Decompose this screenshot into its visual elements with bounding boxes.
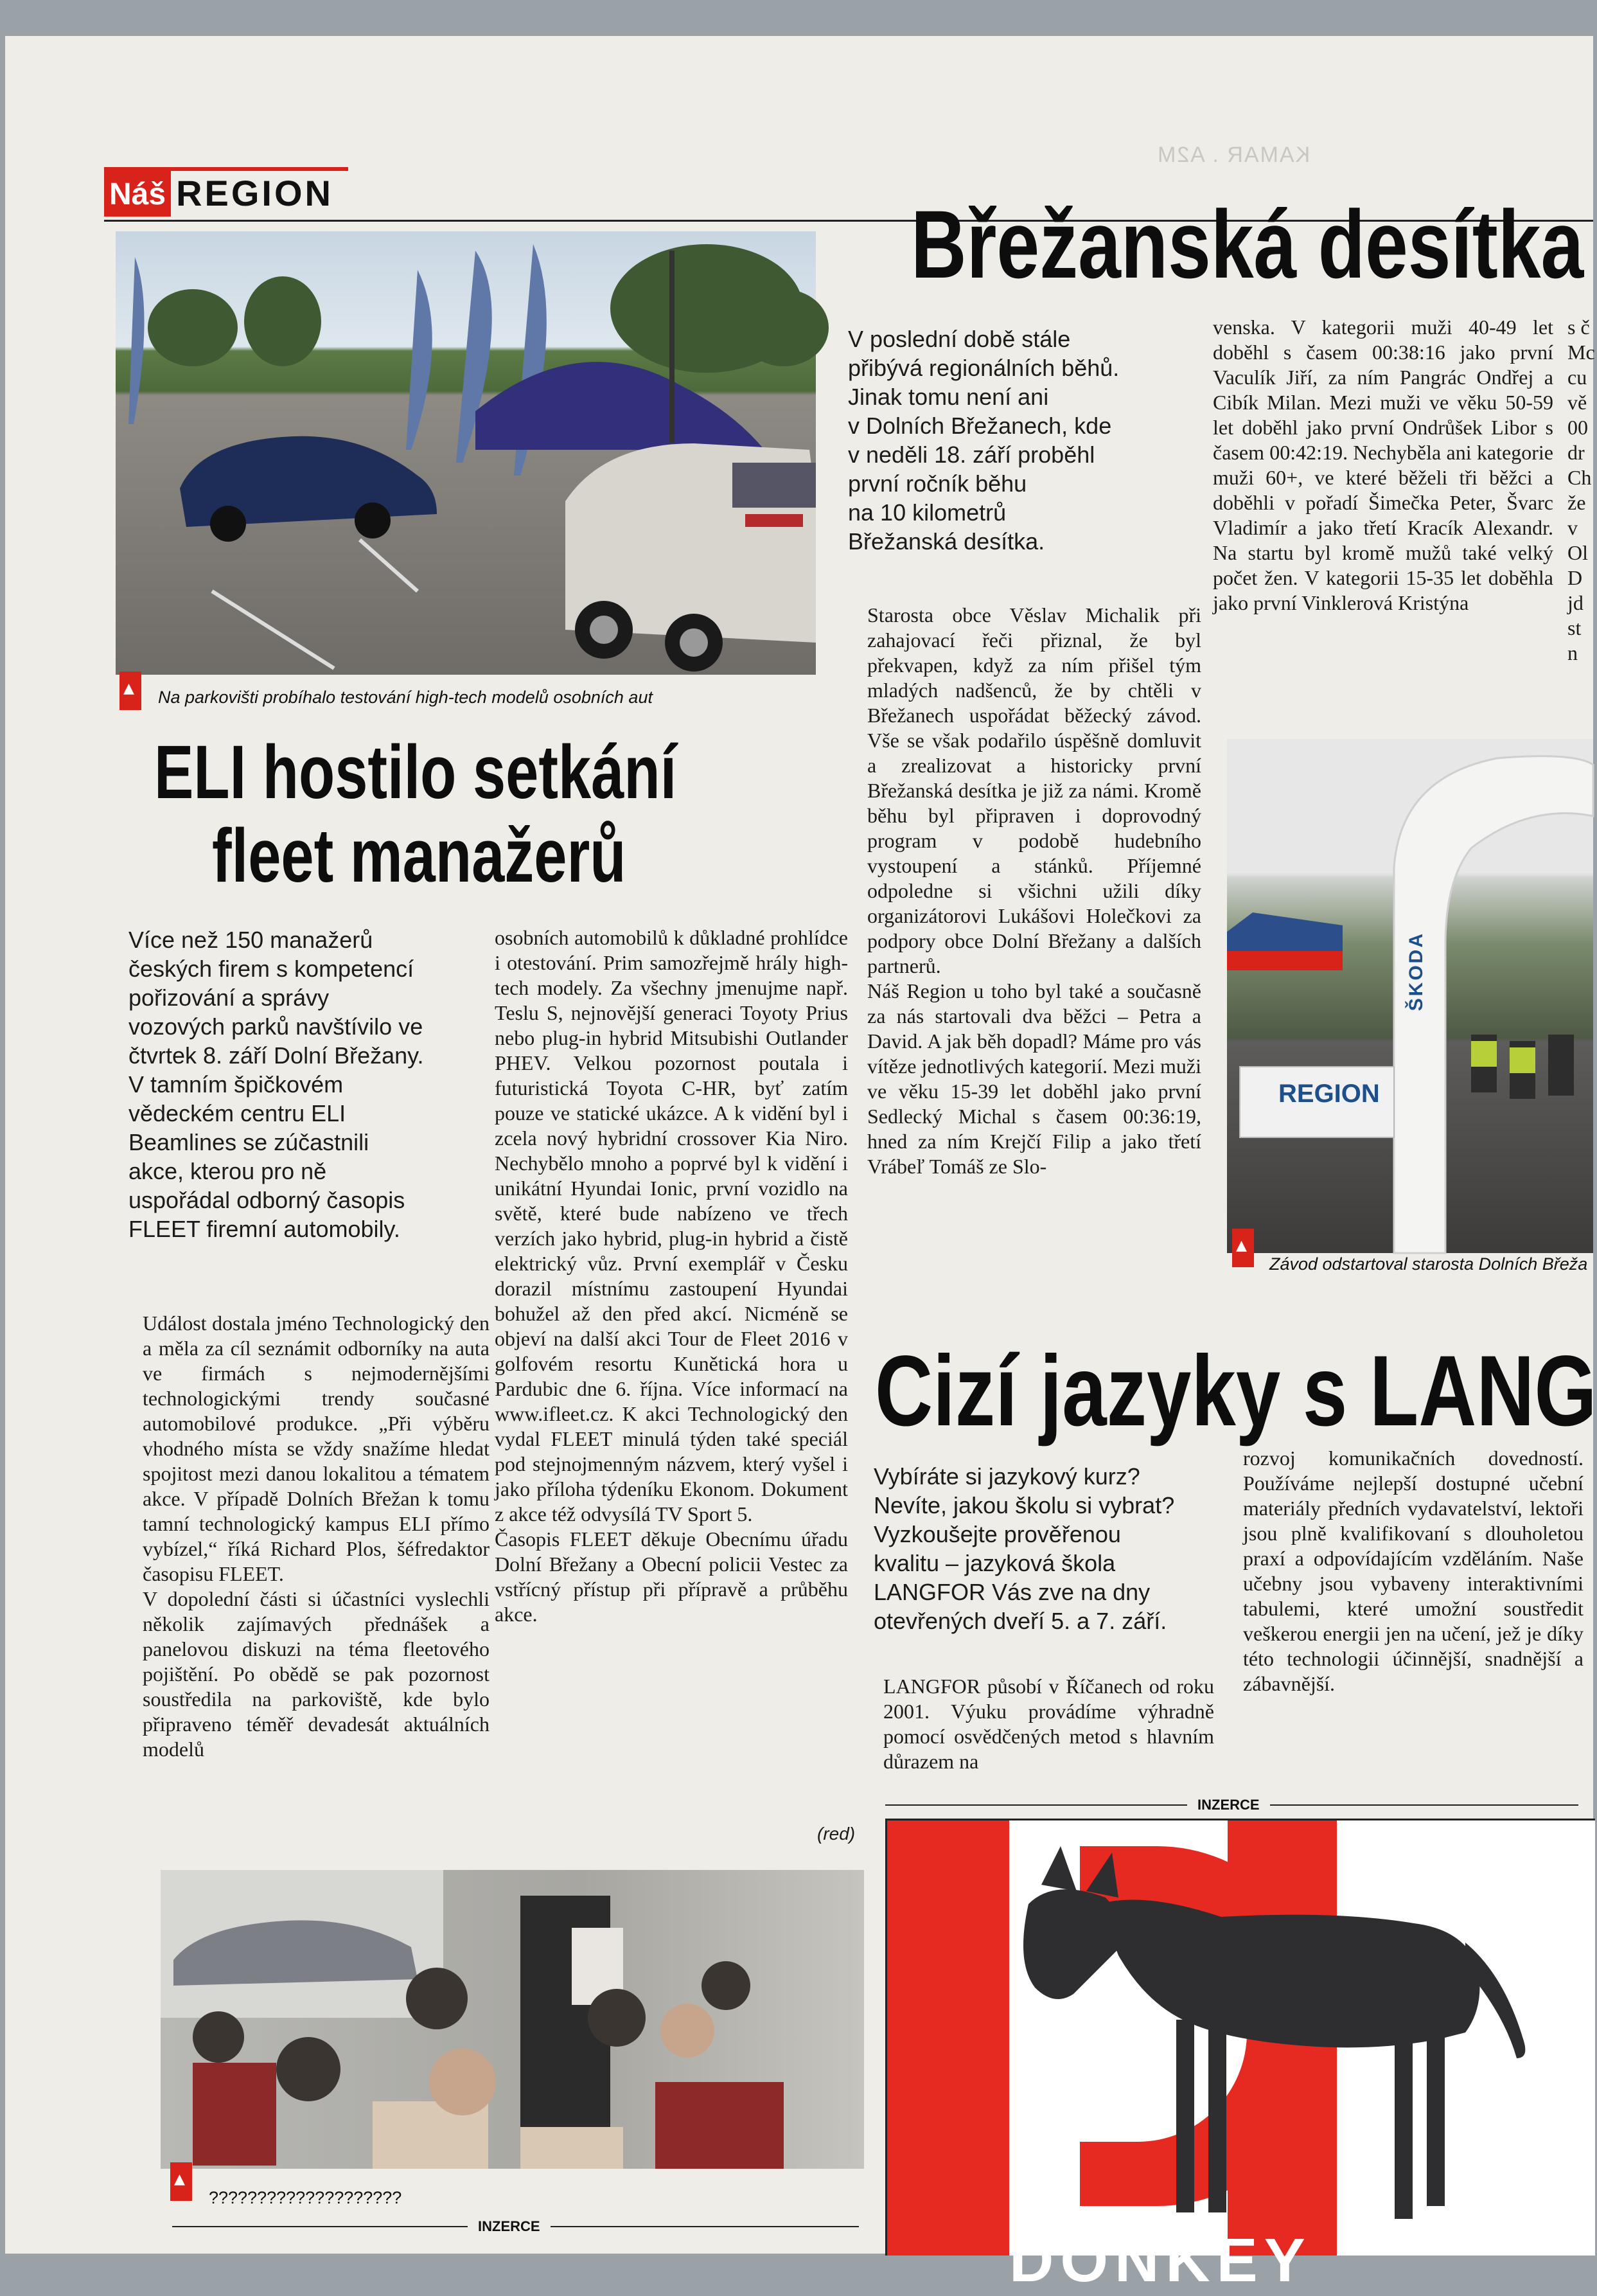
- lead-line: vědeckém centru ELI: [128, 1100, 346, 1126]
- bleed-through-text: KAMAR . A2M: [1156, 143, 1310, 167]
- desitka-column-2: [1213, 315, 1553, 616]
- lead-line: Beamlines se zúčastnili: [128, 1129, 369, 1155]
- lead-line: čtvrtek 8. září Dolní Břežany.: [128, 1042, 424, 1069]
- donkey-advertisement[interactable]: [885, 1819, 1595, 2295]
- paragraph: V dopolední části si účastníci vyslechli několik zajímavých přednášek a panelovou diskuzi na téma fleetového pojištění. Po obědě se pak pozornost soustředila na parkoviště, kde bylo připraveno téměř devadesát aktuálních modelů: [143, 1587, 490, 1761]
- banner-text: REGION: [1278, 1080, 1380, 1108]
- paragraph: Starosta obce Věslav Michalik při zahajovací řeči přiznal, že byl překvapen, když za ním přišel tým mladých nadšenců, že by chtěli v Břežanech uspořádat běžecký závod. Vše se však podařilo úspěšně domluvit a zrealizovat a historicky první Břežanská desítka je již za námi. Kromě běhu byl připraven i doprovodný program v podobě hudebního vystoupení a stánků. Příjemné odpoledne si všichni užili díky organizátorovi Lukášovi Holečkovi za podpory obce Dolní Břežany a dalších partnerů.: [867, 603, 1201, 977]
- lead-line: Břežanská desítka.: [848, 528, 1045, 555]
- lead-line: otevřených dveří 5. a 7. září.: [874, 1608, 1167, 1634]
- paragraph: venska. V kategorii muži 40-49 let doběhl s časem 00:38:16 jako první Vaculík Jiří, za ním Pangrác Ondřej a Cibík Milan. Mezi muži ve věku 50-59 let doběhl jako první Ondrůšek Libor s časem 00:42:19. Nechyběla ani kategorie muži 60+, ve které běželi tři běžci a doběhli v pořadí Šimečka Peter, Švarc Vladimír a jako třetí Kracík Alexandr. Na startu byl kromě mužů také velký počet žen. V kategorii 15-35 let doběhla jako první Vinklerová Kristýna: [1213, 316, 1553, 614]
- lead-line: akce, kterou pro ně: [128, 1158, 327, 1184]
- text-fragment: jd: [1567, 591, 1584, 614]
- text-fragment: Ol: [1567, 541, 1588, 564]
- lead-line: Nevíte, jakou školu si vybrat?: [874, 1492, 1175, 1518]
- lead-line: na 10 kilometrů: [848, 499, 1007, 526]
- divider: [172, 2226, 468, 2227]
- lead-line: Vyzkoušejte prověřenou: [874, 1521, 1121, 1547]
- desitka-lead: [848, 325, 1182, 556]
- headline-desitka: Břežanská desítka: [911, 190, 1584, 298]
- inzerce-text: INZERCE: [1197, 1797, 1260, 1813]
- logo-region: REGION: [176, 172, 333, 213]
- photo-caption: Závod odstartoval starosta Dolních Břeža: [1269, 1254, 1588, 1274]
- lead-line: první ročník běhu: [848, 470, 1027, 497]
- headline-jazyky: Cizí jazyky s LANG: [875, 1335, 1597, 1447]
- text-fragment: dr: [1567, 441, 1585, 464]
- race-start-photo: [1227, 739, 1593, 1253]
- lead-line: kvalitu – jazyková škola: [874, 1550, 1116, 1576]
- lead-line: FLEET firemní automobily.: [128, 1216, 400, 1242]
- lead-line: uspořádal odborný časopis: [128, 1187, 405, 1213]
- eli-column-2: [495, 925, 848, 1627]
- photo-caption: Na parkovišti probíhalo testování high-tech modelů osobních aut: [158, 688, 653, 707]
- ad-brand-text: DONKEY: [1009, 2226, 1312, 2295]
- text-fragment: Mc: [1567, 341, 1595, 364]
- lead-line: V tamním špičkovém: [128, 1071, 344, 1098]
- text-fragment: n: [1567, 641, 1578, 664]
- text-fragment: že: [1567, 491, 1586, 514]
- inzerce-label-bottom: [172, 2218, 859, 2235]
- lead-line: v Dolních Břežanech, kde: [848, 413, 1112, 439]
- inzerce-label-right: [885, 1797, 1578, 1813]
- text-fragment: D: [1567, 566, 1583, 589]
- lead-line: přibývá regionálních běhů.: [848, 355, 1120, 381]
- headline-eli-line2: fleet manažerů: [212, 814, 626, 898]
- paragraph: Časopis FLEET děkuje Obecnímu úřadu Dolní Břežany a Obecní policii Vestec za vstřícný přístup při přípravě a průběhu akce.: [495, 1527, 848, 1626]
- text-fragment: cu: [1567, 366, 1587, 389]
- jazyky-column-1: [883, 1674, 1214, 1774]
- desitka-column-3-edge: [1567, 315, 1593, 666]
- lead-line: Jinak tomu není ani: [848, 384, 1049, 410]
- lead-line: českých firem s kompetencí: [128, 956, 414, 982]
- photo-caption-marker: [119, 672, 141, 710]
- lead-line: vozových parků navštívilo ve: [128, 1013, 423, 1040]
- divider: [551, 2226, 859, 2227]
- jazyky-lead: [874, 1462, 1233, 1635]
- divider: [1270, 1804, 1578, 1806]
- paragraph: Událost dostala jméno Technologický den a měla za cíl seznámit odborníky na auta ve firmách s nejmodernějšími technologickými trendy současné automobilové produkce. „Při výběru vhodného místa se vždy snažíme hledat spojitost mezi danou lokalitou a tématem akce. V případě Dolních Břežan k tomu tamní technologický kampus ELI přímo vybízel,“ říká Richard Plos, šéfredaktor časopisu FLEET.: [143, 1312, 490, 1585]
- section-logo: [104, 168, 333, 217]
- divider: [885, 1804, 1187, 1806]
- paragraph: rozvoj komunikačních dovedností. Používáme nejlepší dostupné učební materiály předních vydavatelství, lektoři jsou plně kvalifikovaní s dlouholetou praxí a odpovídajícím vzděláním. Naše učebny jsou vybaveny interaktivními tabulemi, které umožní soustředit veškerou energii jen na učení, jež je díky této technologii účinnější, snadnější a zábavnější.: [1243, 1446, 1584, 1695]
- eli-lead: [128, 925, 488, 1243]
- lead-line: Vybíráte si jazykový kurz?: [874, 1463, 1140, 1490]
- conference-photo: [161, 1870, 864, 2169]
- jazyky-column-2: [1243, 1446, 1584, 1696]
- photo-caption-marker: [170, 2162, 192, 2201]
- text-fragment: vě: [1567, 391, 1587, 414]
- eli-column-1: [143, 1311, 490, 1762]
- text-fragment: s č: [1567, 316, 1590, 339]
- text-fragment: v: [1567, 516, 1578, 539]
- inzerce-text: INZERCE: [478, 2218, 540, 2234]
- photo-caption: ????????????????????: [209, 2188, 402, 2207]
- arch-brand-text: ŠKODA: [1406, 932, 1427, 1011]
- headline-eli-line1: ELI hostilo setkání: [154, 730, 677, 815]
- paragraph: Náš Region u toho byl také a současně za nás startovali dva běžci – Petra a David. A jak běh dopadl? Máme pro vás vítěze jednotlivých kategorií. Mezi muži ve věku 15-39 let doběhl jako první Sedlecký Michal s časem 00:36:19, hned za ním Krejčí Filip a jako třetí Vrábeľ Tomáš ze Slo-: [867, 979, 1201, 1178]
- donkey-illustration: [1016, 1846, 1581, 2245]
- eli-signature: (red): [817, 1824, 856, 1844]
- paragraph: osobních automobilů k důkladné prohlídce i otestování. Prim samozřejmě hrály high-tech modely. Za všechny jmenujme např. Teslu S, nejnovější generaci Toyoty Prius nebo plug-in hybrid Mitsubishi Outlander PHEV. Velkou pozornost poutala i futuristická Toyota C-HR, byť zatím pouze ve statické ukázce. A k vidění byl i zcela nový hybridní crossover Kia Niro. Nechybělo mnoho a poprvé byl k vidění i unikátní Hyundai Ionic, první vozidlo na světě, které bude nabízeno ve třech verzích jako hybrid, plug-in hybrid a čistě elektrický vůz. První exemplář v Česku dorazil místnímu zastoupení Hyundai bohužel až den před akcí. Nicméně se objeví na další akci Tour de Fleet 2016 v golfovém resortu Kunětická hora u Pardubic dne 6. října. Více informací na www.ifleet.cz. K akci Technologický den vydal FLEET minulá týden také speciál pod stejnojmenným názvem, který vyšel i jako příloha týdeníku Ekonom. Dokument z akce též odvysílá TV Sport 5.: [495, 926, 848, 1526]
- lead-line: Více než 150 manažerů: [128, 927, 373, 953]
- logo-nas: Náš: [104, 169, 171, 217]
- lead-line: V poslední době stále: [848, 326, 1071, 352]
- desitka-column-1: [867, 603, 1201, 1179]
- lead-line: v neděli 18. září proběhl: [848, 441, 1095, 468]
- text-fragment: st: [1567, 616, 1582, 639]
- text-fragment: 00: [1567, 416, 1588, 439]
- parking-lot-photo: [116, 231, 816, 675]
- lead-line: LANGFOR Vás zve na dny: [874, 1579, 1151, 1605]
- paragraph: LANGFOR působí v Říčanech od roku 2001. Výuku provádíme výhradně pomocí osvědčených metod s hlavním důrazem na: [883, 1675, 1214, 1773]
- lead-line: pořizování a správy: [128, 984, 330, 1011]
- photo-caption-marker: [1232, 1229, 1254, 1267]
- text-fragment: Ch: [1567, 466, 1592, 489]
